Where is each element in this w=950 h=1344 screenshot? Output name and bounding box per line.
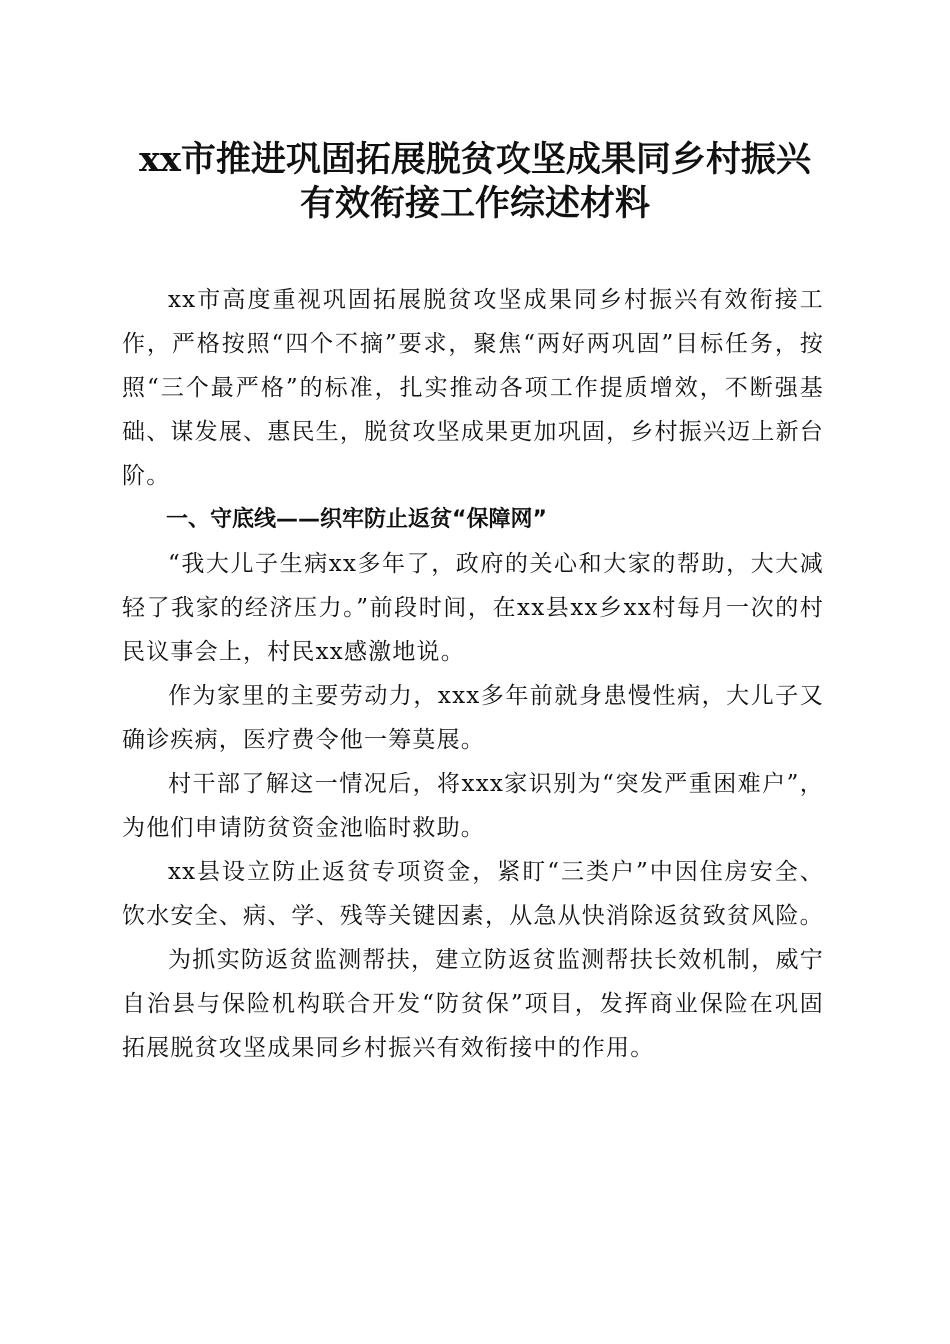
body-paragraph-2: 作为家里的主要劳动力，xxx多年前就身患慢性病，大儿子又确诊疾病，医疗费令他一筹莫展。 (122, 683, 824, 753)
body-paragraph-4: xx县设立防止返贫专项资金，紧盯“三类户”中因住房安全、饮水安全、病、学、残等关键因素，从急从快消除返贫致贫风险。 (122, 859, 824, 929)
document-title-line-1: xx市推进巩固拓展脱贫攻坚成果同乡村振兴 (139, 139, 811, 180)
body-paragraph-3: 村干部了解这一情况后，将xxx家识别为“突发严重困难户”，为他们申请防贫资金池临时救助。 (122, 771, 824, 841)
body-paragraph-1: “我大儿子生病xx多年了，政府的关心和大家的帮助，大大减轻了我家的经济压力。”前段时间，在xx县xx乡xx村每月一次的村民议事会上，村民xx感激地说。 (122, 551, 824, 665)
body-paragraph-5: 为抓实防返贫监测帮扶，建立防返贫监测帮扶长效机制，威宁自治县与保险机构联合开发“防贫保”项目，发挥商业保险在巩固拓展脱贫攻坚成果同乡村振兴有效衔接中的作用。 (122, 947, 824, 1061)
intro-paragraph: xx市高度重视巩固拓展脱贫攻坚成果同乡村振兴有效衔接工作，严格按照“四个不摘”要求，聚焦“两好两巩固”目标任务，按照“三个最严格”的标准，扎实推动各项工作提质增效，不断强基础、谋发展、惠民生，脱贫攻坚成果更加巩固，乡村振兴迈上新台阶。 (122, 287, 824, 489)
document-title-line-2: 有效衔接工作综述材料 (299, 183, 650, 224)
document-body (122, 278, 824, 1070)
section-heading-1: 一、守底线——织牢防止返贫“保障网” (166, 507, 547, 532)
